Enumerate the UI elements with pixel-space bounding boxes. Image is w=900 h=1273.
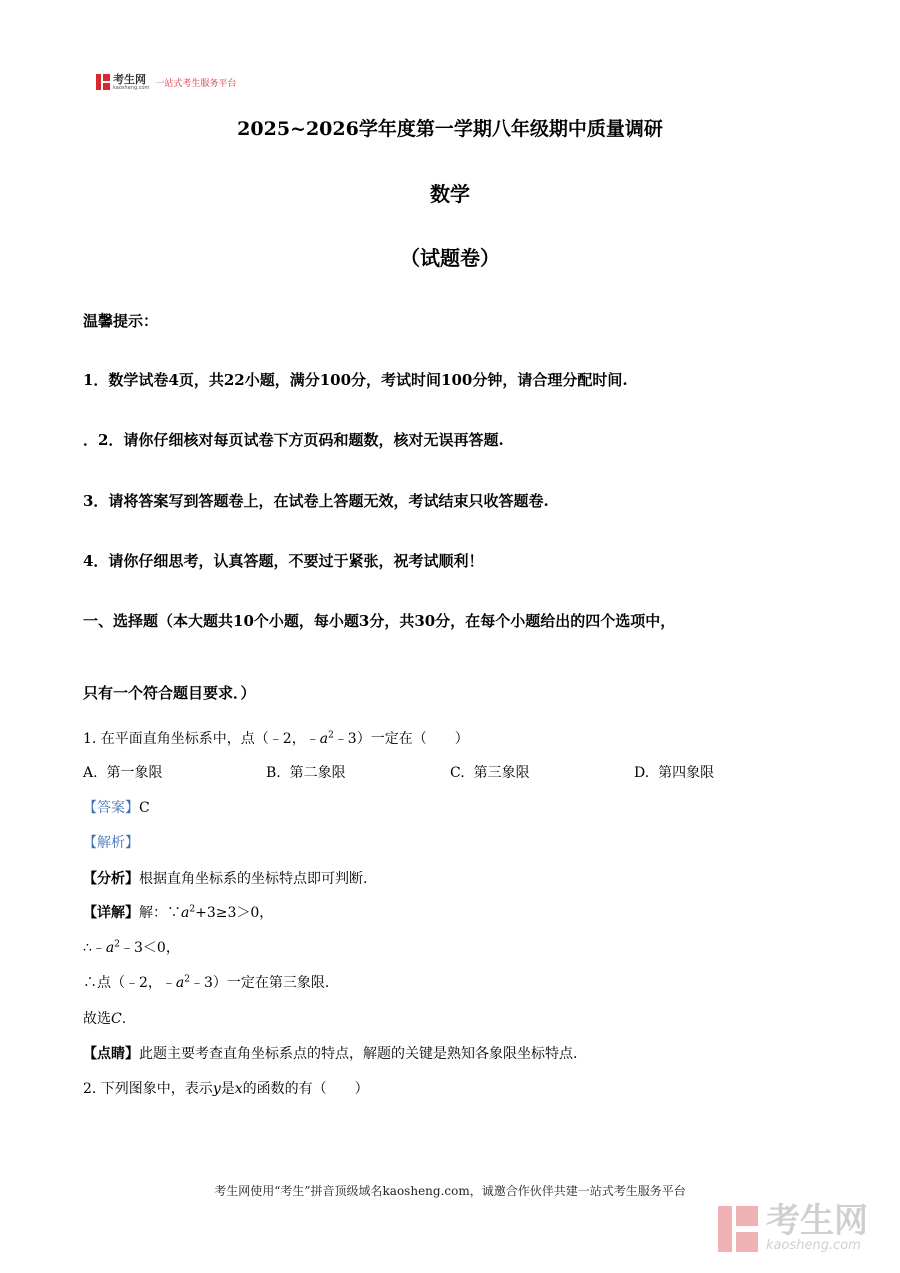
- kaosheng-logo-icon: [96, 74, 110, 90]
- option-b: B. 第二象限: [266, 765, 346, 781]
- answer-line: 【答案】C: [83, 800, 150, 816]
- tip-item-3: 3．请将答案写到答题卷上，在试卷上答题无效，考试结束只收答题卷.: [83, 492, 549, 510]
- tip-item-4: 4．请你仔细思考，认真答题，不要过于紧张，祝考试顺利！: [83, 552, 484, 570]
- step-2: $\therefore﹣a^2﹣3<0$，: [83, 939, 180, 956]
- page-footer: 考生网使用“考生”拼音顶级域名kaosheng.com，诚邀合作伙伴共建一站式考生服务平台: [214, 1184, 686, 1198]
- paper-type: （试题卷）: [400, 246, 500, 270]
- step-3: ∴点（﹣2，$﹣a^2﹣3$）一定在第三象限.: [83, 974, 330, 991]
- question-1-stem: 1. 在平面直角坐标系中，点（﹣2，$﹣a^2﹣3$）一定在（ ）: [83, 730, 469, 747]
- dianjing-line: 【点睛】此题主要考查直角坐标系点的特点，解题的关键是熟知各象限坐标特点.: [83, 1046, 578, 1062]
- question-2-stem: 2. 下列图象中，表示y是x的函数的有（ ）: [83, 1081, 369, 1097]
- header-logo: [96, 72, 236, 92]
- analysis-tag: 【解析】: [83, 835, 139, 851]
- logo-slogan: 一站式考生服务平台: [155, 78, 237, 89]
- xiangjie-line: 【详解】解：$\because a^2+3\ge 3>0$，: [83, 904, 274, 921]
- subject-title: 数学: [430, 182, 470, 206]
- tips-heading: 温馨提示：: [83, 312, 159, 330]
- watermark-logo: [718, 1201, 868, 1253]
- option-d: D. 第四象限: [634, 765, 715, 781]
- tip-item-1: 1．数学试卷4页，共22小题，满分100分，考试时间100分钟，请合理分配时间.: [83, 371, 628, 389]
- section-heading-line1: 一、选择题（本大题共10个小题，每小题3分，共30分，在每个小题给出的四个选项中，: [83, 612, 676, 630]
- fenxi-line: 【分析】根据直角坐标系的坐标特点即可判断.: [83, 871, 368, 887]
- section-heading-line2: 只有一个符合题目要求．）: [83, 684, 256, 702]
- watermark-domain: kaosheng.com: [766, 1238, 861, 1253]
- logo-name: 考生网: [113, 72, 146, 86]
- conclusion-line: 故选C.: [83, 1011, 127, 1027]
- exam-title: 2025~2026学年度第一学期八年级期中质量调研: [237, 118, 663, 140]
- option-c: C. 第三象限: [450, 765, 530, 781]
- logo-domain: kaosheng.com: [113, 84, 150, 91]
- watermark-name: 考生网: [766, 1201, 868, 1241]
- tip-item-2: ．2．请你仔细核对每页试卷下方页码和题数，核对无误再答题.: [83, 431, 504, 449]
- watermark-logo-icon: [718, 1206, 758, 1252]
- option-a: A. 第一象限: [83, 765, 163, 781]
